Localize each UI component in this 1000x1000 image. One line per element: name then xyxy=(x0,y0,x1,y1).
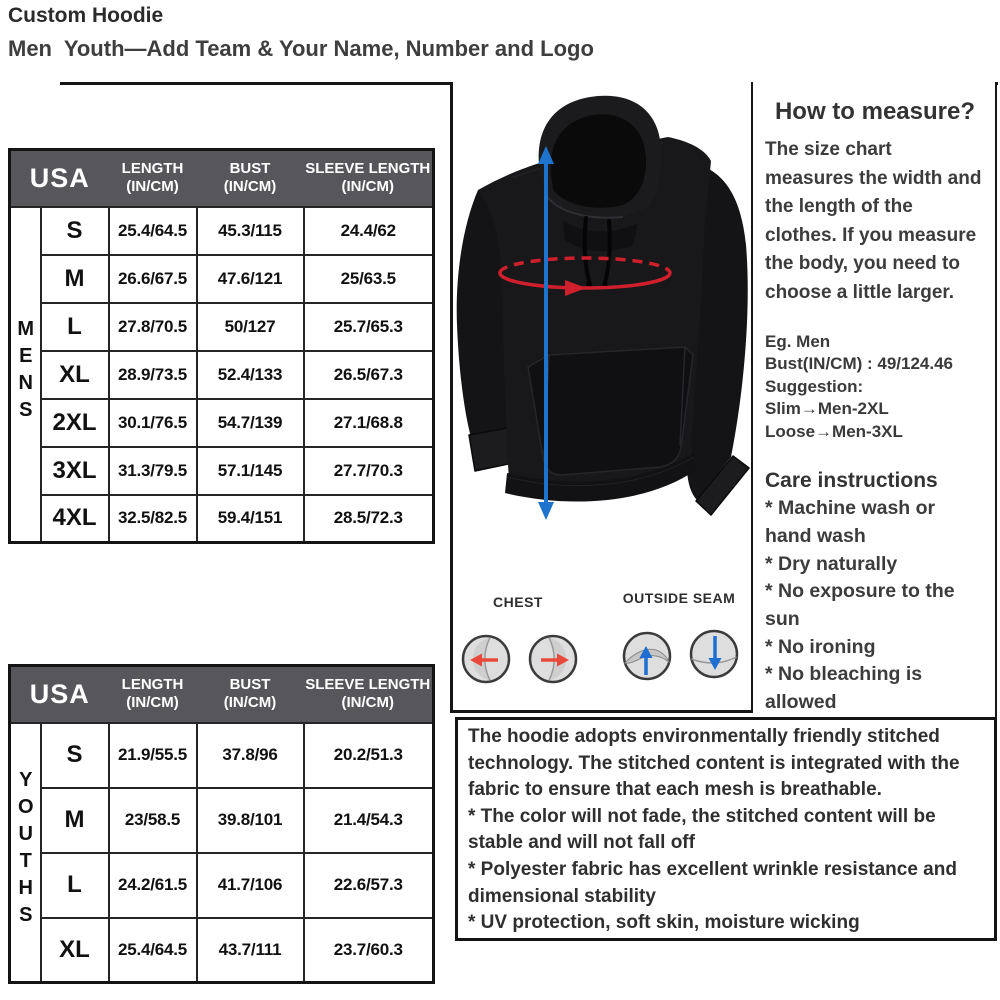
size-label: S xyxy=(41,723,109,788)
chest-label: CHEST xyxy=(493,594,543,610)
example-line: Bust(IN/CM) : 49/124.46 xyxy=(765,354,953,374)
length-value: 30.1/76.5 xyxy=(109,399,197,447)
length-value: 32.5/82.5 xyxy=(109,495,197,543)
sleeve-value: 24.4/62 xyxy=(304,207,434,255)
product-description-box xyxy=(455,717,997,941)
column-header-usa: USA xyxy=(10,150,109,207)
column-header-length: LENGTH (IN/CM) xyxy=(109,666,197,723)
column-header-sleeve: SLEEVE LENGTH (IN/CM) xyxy=(304,150,434,207)
how-to-measure-panel xyxy=(753,82,997,717)
column-header-length: LENGTH (IN/CM) xyxy=(109,150,197,207)
care-item: * Dry naturally xyxy=(765,552,898,575)
length-value: 27.8/70.5 xyxy=(109,303,197,351)
table-row xyxy=(10,447,434,495)
sizing-example-block xyxy=(765,331,985,443)
size-label: 4XL xyxy=(41,495,109,543)
bust-value: 41.7/106 xyxy=(197,853,304,918)
bust-value: 54.7/139 xyxy=(197,399,304,447)
bust-value: 43.7/111 xyxy=(197,918,304,983)
hoodie-image xyxy=(453,85,751,590)
description-paragraph: * The color will not fade, the stitched content will be stable and will not fall off xyxy=(468,805,936,854)
chest-arrow-right-icon xyxy=(528,634,578,684)
size-label: M xyxy=(41,788,109,853)
how-to-measure-body: The size chart measures the width and the length of the clothes. If you measure the body, you need to choose a little larger. xyxy=(765,139,982,303)
sleeve-value: 25/63.5 xyxy=(304,255,434,303)
table-header-row xyxy=(10,150,434,207)
table-row xyxy=(10,303,434,351)
mens-size-chart xyxy=(8,148,435,544)
example-line: Loose→Men-3XL xyxy=(765,421,903,441)
table-row xyxy=(10,788,434,853)
size-label: L xyxy=(41,853,109,918)
size-label: L xyxy=(41,303,109,351)
table-row xyxy=(10,918,434,983)
length-value: 28.9/73.5 xyxy=(109,351,197,399)
table-row xyxy=(10,207,434,255)
example-line: Eg. Men xyxy=(765,332,831,351)
size-label: 3XL xyxy=(41,447,109,495)
length-value: 24.2/61.5 xyxy=(109,853,197,918)
care-instructions-list xyxy=(765,495,985,717)
youths-group-label: YOUTHS xyxy=(10,723,41,983)
description-paragraph: The hoodie adopts environmentally friendly stitched technology. The stitched content is integrated with the fabric to ensure that each mesh is breathable. xyxy=(468,726,960,801)
table-row xyxy=(10,495,434,543)
page-subtitle: Men Youth—Add Team & Your Name, Number and Logo xyxy=(8,36,594,61)
length-value: 23/58.5 xyxy=(109,788,197,853)
size-label: S xyxy=(41,207,109,255)
care-item: * No bleaching is allowed xyxy=(765,663,923,713)
bust-value: 45.3/115 xyxy=(197,207,304,255)
length-value: 26.6/67.5 xyxy=(109,255,197,303)
table-row xyxy=(10,351,434,399)
description-paragraph: * UV protection, soft skin, moisture wicking xyxy=(468,912,860,934)
column-header-usa: USA xyxy=(10,666,109,723)
example-line: Slim→Men-2XL xyxy=(765,399,889,419)
length-value: 21.9/55.5 xyxy=(109,723,197,788)
sleeve-value: 27.1/68.8 xyxy=(304,399,434,447)
bust-value: 39.8/101 xyxy=(197,788,304,853)
length-value: 25.4/64.5 xyxy=(109,207,197,255)
seam-arrow-down-icon xyxy=(689,629,739,679)
table-row xyxy=(10,399,434,447)
sleeve-value: 26.5/67.3 xyxy=(304,351,434,399)
sleeve-value: 21.4/54.3 xyxy=(304,788,434,853)
page-title: Custom Hoodie xyxy=(8,4,164,27)
care-instructions-title: Care instructions xyxy=(765,469,938,493)
bust-value: 59.4/151 xyxy=(197,495,304,543)
sleeve-value: 23.7/60.3 xyxy=(304,918,434,983)
youths-size-chart xyxy=(8,664,435,984)
chest-arrow-left-icon xyxy=(461,634,511,684)
bust-value: 50/127 xyxy=(197,303,304,351)
sleeve-value: 20.2/51.3 xyxy=(304,723,434,788)
size-label: XL xyxy=(41,918,109,983)
how-to-measure-title: How to measure? xyxy=(774,98,976,125)
care-item: * Machine wash or hand wash xyxy=(765,497,936,547)
bust-value: 57.1/145 xyxy=(197,447,304,495)
length-value: 31.3/79.5 xyxy=(109,447,197,495)
sleeve-value: 25.7/65.3 xyxy=(304,303,434,351)
bust-value: 47.6/121 xyxy=(197,255,304,303)
sleeve-value: 27.7/70.3 xyxy=(304,447,434,495)
care-item: * No ironing xyxy=(765,635,876,658)
column-header-bust: BUST (IN/CM) xyxy=(197,666,304,723)
length-value: 25.4/64.5 xyxy=(109,918,197,983)
outside-seam-label: OUTSIDE SEAM xyxy=(622,590,736,606)
description-paragraph: * Polyester fabric has excellent wrinkle resistance and dimensional stability xyxy=(468,858,957,907)
column-header-sleeve: SLEEVE LENGTH (IN/CM) xyxy=(304,666,434,723)
example-line: Suggestion: xyxy=(765,376,864,396)
bust-value: 52.4/133 xyxy=(197,351,304,399)
size-label: XL xyxy=(41,351,109,399)
table-row xyxy=(10,255,434,303)
sleeve-value: 28.5/72.3 xyxy=(304,495,434,543)
size-label: 2XL xyxy=(41,399,109,447)
table-row xyxy=(10,723,434,788)
care-item: * No exposure to the sun xyxy=(765,580,955,630)
size-label: M xyxy=(41,255,109,303)
measurement-diagram-panel xyxy=(450,82,753,713)
mens-group-label: MENS xyxy=(10,207,41,543)
bust-value: 37.8/96 xyxy=(197,723,304,788)
sleeve-value: 22.6/57.3 xyxy=(304,853,434,918)
seam-arrow-up-icon xyxy=(622,631,672,681)
table-row xyxy=(10,853,434,918)
table-header-row xyxy=(10,666,434,723)
column-header-bust: BUST (IN/CM) xyxy=(197,150,304,207)
